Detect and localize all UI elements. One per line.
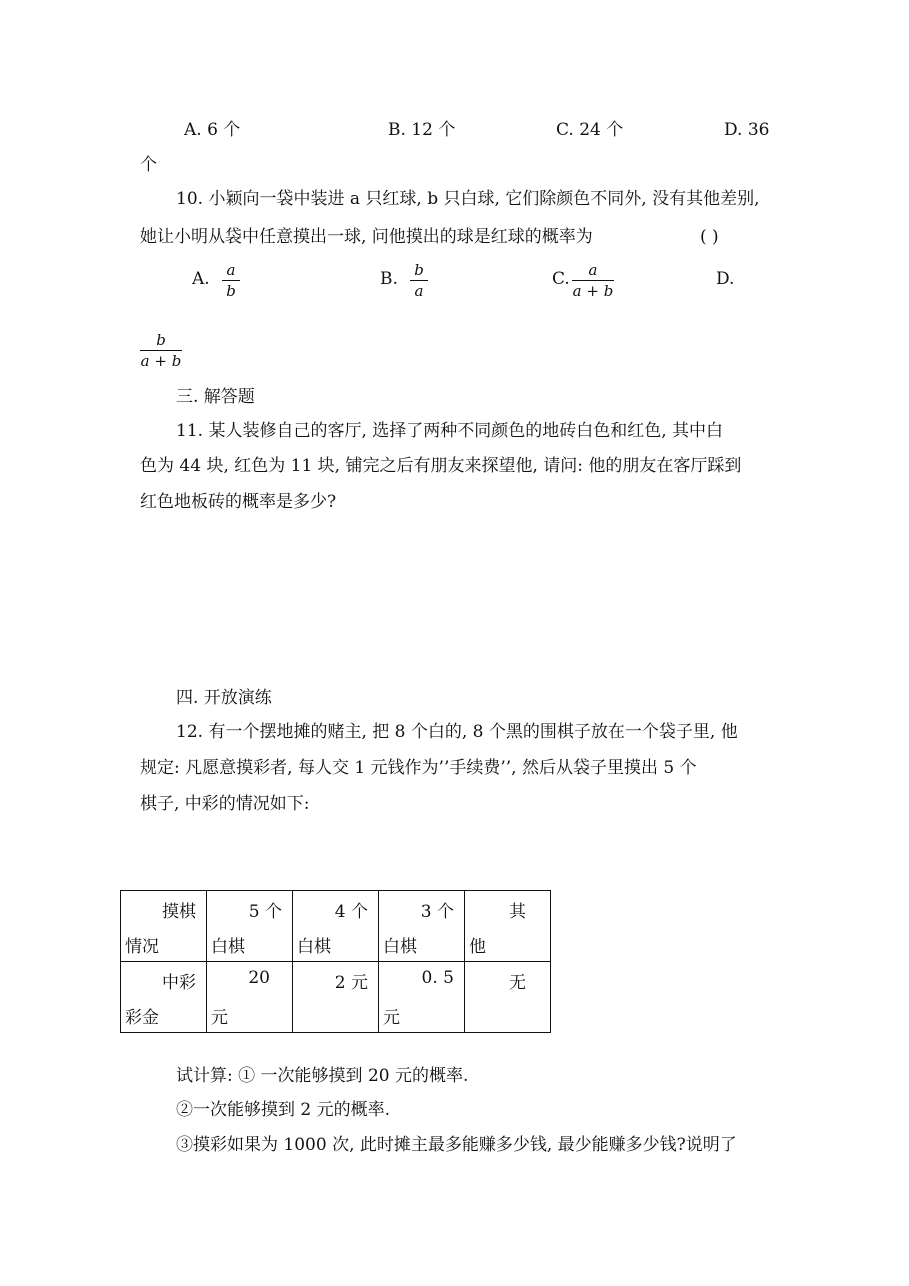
q11-line-2: 色为 44 块, 红色为 11 块, 铺完之后有朋友来探望他, 请问: 他的朋友在客厅踩到 [140, 456, 742, 476]
cell-text: 中彩 [162, 973, 196, 993]
cell-text: 5 个 [248, 902, 282, 922]
table-cell [465, 962, 551, 1033]
q10-fraction-a [222, 262, 240, 299]
q9-option-d-wrap: 个 [140, 155, 157, 175]
cell-text: 0. 5 [421, 968, 454, 988]
table-cell [121, 891, 207, 962]
q10-fraction-b [410, 262, 428, 299]
q12-line-2: 规定: 凡愿意摸彩者, 每人交 1 元钱作为’’手续费’’, 然后从袋子里摸出 5 个 [140, 758, 697, 778]
q10-fraction-b-denominator: a [414, 282, 424, 300]
section-4-heading: 四. 开放演练 [176, 688, 272, 708]
cell-text: 3 个 [420, 902, 454, 922]
task-line-3: ③摸彩如果为 1000 次, 此时摊主最多能赚多少钱, 最少能赚多少钱?说明了 [176, 1135, 737, 1155]
q9-option-c: C. 24 个 [556, 120, 624, 140]
q10-fraction-a-denominator: b [226, 282, 236, 300]
table-row [121, 891, 551, 962]
table-cell [121, 962, 207, 1033]
cell-text: 他 [469, 937, 486, 957]
q10-fraction-c-denominator: a + b [572, 282, 614, 300]
q10-fraction-d [140, 332, 182, 369]
task-line-1: 试计算: ① 一次能够摸到 20 元的概率. [176, 1066, 469, 1086]
table-cell [293, 891, 379, 962]
cell-text: 4 个 [334, 902, 368, 922]
q10-label-b: B. [380, 269, 398, 289]
q9-option-d: D. 36 [724, 120, 770, 140]
cell-text: 元 [211, 1008, 228, 1028]
q10-label-d: D. [716, 269, 735, 289]
cell-text: 2 元 [334, 973, 368, 993]
q10-fraction-c [572, 262, 614, 299]
cell-text: 彩金 [125, 1008, 159, 1028]
table-cell [379, 962, 465, 1033]
table-cell [465, 891, 551, 962]
q10-answer-paren: ( ) [700, 227, 719, 247]
q12-line-3: 棋子, 中彩的情况如下: [140, 794, 310, 814]
cell-text: 元 [383, 1008, 400, 1028]
q10-fraction-c-numerator: a [588, 261, 598, 279]
cell-text: 其 [509, 902, 526, 922]
cell-text: 无 [509, 973, 526, 993]
q10-line-1: 10. 小颖向一袋中装进 a 只红球, b 只白球, 它们除颜色不同外, 没有其他差别, [176, 189, 760, 209]
cell-text: 20 [248, 968, 270, 988]
cell-text: 情况 [125, 937, 159, 957]
q10-label-a: A. [192, 269, 210, 289]
q9-option-a: A. 6 个 [184, 120, 241, 140]
q10-fraction-d-denominator: a + b [140, 352, 182, 370]
cell-text: 白棋 [211, 937, 245, 957]
q10-fraction-b-numerator: b [414, 261, 424, 279]
table-cell [207, 962, 293, 1033]
fraction-bar [222, 280, 240, 281]
q9-option-b: B. 12 个 [388, 120, 456, 140]
q10-fraction-d-numerator: b [156, 331, 166, 349]
table-cell [379, 891, 465, 962]
table-cell [207, 891, 293, 962]
cell-text: 白棋 [383, 937, 417, 957]
cell-text: 白棋 [297, 937, 331, 957]
section-3-heading: 三. 解答题 [176, 387, 255, 407]
q11-line-3: 红色地板砖的概率是多少? [140, 492, 337, 512]
q10-label-c: C. [552, 269, 570, 289]
prize-table [120, 890, 551, 1033]
q11-line-1: 11. 某人装修自己的客厅, 选择了两种不同颜色的地砖白色和红色, 其中白 [176, 421, 724, 441]
table-cell [293, 962, 379, 1033]
task-line-2: ②一次能够摸到 2 元的概率. [176, 1100, 391, 1120]
cell-text: 摸棋 [162, 902, 196, 922]
fraction-bar [410, 280, 428, 281]
q10-fraction-a-numerator: a [226, 261, 236, 279]
fraction-bar [572, 280, 614, 281]
table-row [121, 962, 551, 1033]
q10-line-2: 她让小明从袋中任意摸出一球, 问他摸出的球是红球的概率为 [140, 227, 593, 247]
q12-line-1: 12. 有一个摆地摊的赌主, 把 8 个白的, 8 个黑的围棋子放在一个袋子里, 他 [176, 722, 738, 742]
fraction-bar [140, 350, 182, 351]
